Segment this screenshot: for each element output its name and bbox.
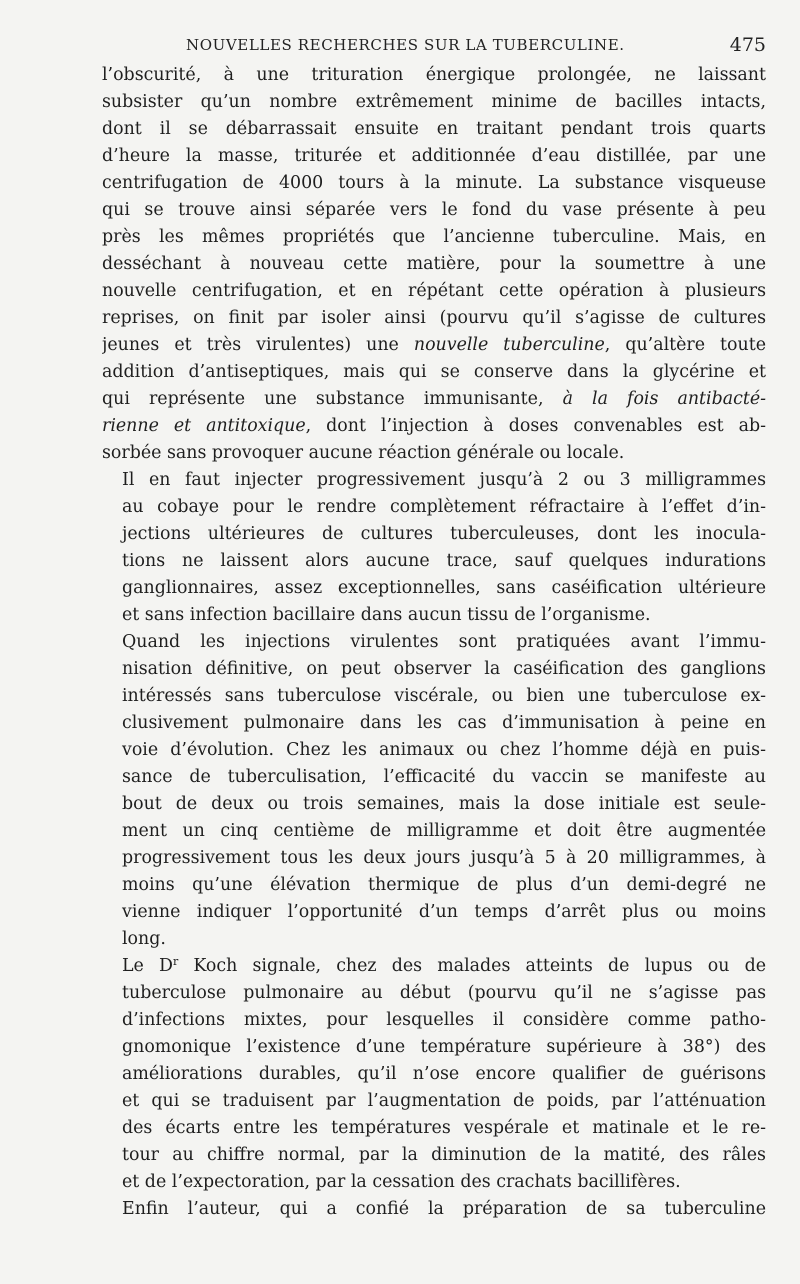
text-run: à la fois antibacté- (562, 389, 766, 409)
text-line (102, 467, 766, 494)
text-run: nisation définitive, on peut observer la caséification des ganglions (122, 659, 766, 679)
text-line (102, 1142, 766, 1169)
text-line (102, 548, 766, 575)
paragraph (102, 467, 766, 629)
text-line (102, 872, 766, 899)
text-line (102, 170, 766, 197)
running-title: NOUVELLES RECHERCHES SUR LA TUBERCULINE. (186, 36, 625, 54)
text-run: jeunes et très virulentes) une (102, 335, 414, 355)
text-line (102, 791, 766, 818)
text-run: moins qu’une élévation thermique de plus d’un demi-degré ne (122, 875, 766, 895)
text-run: l’obscurité, à une trituration énergique prolongée, ne laissant (102, 65, 766, 85)
text-line (102, 278, 766, 305)
text-line (102, 710, 766, 737)
text-run: ment un cinq centième de milligramme et doit être augmentée (122, 821, 766, 841)
text-run: Quand les injections virulentes sont pratiquées avant l’immu- (122, 632, 766, 652)
text-line (102, 1007, 766, 1034)
text-run: Il en faut injecter progressivement jusqu’à 2 ou 3 milligrammes (122, 470, 766, 490)
text-run: sance de tuberculisation, l’efficacité du vaccin se manifeste au (122, 767, 766, 787)
text-run: , dont l’injection à doses convenables est ab- (305, 416, 766, 436)
text-run: desséchant à nouveau cette matière, pour la soumettre à une (102, 254, 766, 274)
text-line (102, 1034, 766, 1061)
text-run: gnomonique l’existence d’une température supérieure à 38°) des (122, 1037, 766, 1057)
text-line (102, 305, 766, 332)
text-run: d’heure la masse, triturée et additionnée d’eau distillée, par une (102, 146, 766, 166)
text-run: d’infections mixtes, pour lesquelles il considère comme patho- (122, 1010, 766, 1030)
text-run: rienne et antitoxique (102, 416, 306, 436)
text-line (102, 440, 766, 467)
text-run: ganglionnaires, assez exceptionnelles, sans caséification ultérieure (122, 578, 766, 598)
text-run: reprises, on finit par isoler ainsi (pourvu qu’il s’agisse de cultures (102, 308, 766, 328)
text-line (102, 251, 766, 278)
text-line (102, 818, 766, 845)
text-line (102, 845, 766, 872)
text-line (102, 1061, 766, 1088)
text-run: , qu’altère toute (604, 335, 766, 355)
paragraph (102, 1196, 766, 1223)
text-run: voie d’évolution. Chez les animaux ou chez l’homme déjà en puis- (122, 740, 766, 760)
text-run: des écarts entre les températures vespérale et matinale et le re- (122, 1118, 766, 1138)
text-run: et sans infection bacillaire dans aucun tissu de l’organisme. (122, 605, 651, 625)
text-run: r (172, 955, 179, 968)
text-line (102, 386, 766, 413)
paragraph (102, 629, 766, 953)
text-line (102, 143, 766, 170)
text-run: qui se trouve ainsi séparée vers le fond du vase présente à peu (102, 200, 766, 220)
text-run: bout de deux ou trois semaines, mais la dose initiale est seule- (122, 794, 766, 814)
text-run: et de l’expectoration, par la cessation des crachats bacillifères. (122, 1172, 681, 1192)
text-run: vienne indiquer l’opportunité d’un temps d’arrêt plus ou moins (122, 902, 766, 922)
text-line (102, 359, 766, 386)
body-text (102, 62, 766, 1223)
text-line (102, 1088, 766, 1115)
text-run: tions ne laissent alors aucune trace, sauf quelques indurations (122, 551, 766, 571)
text-run: améliorations durables, qu’il n’ose encore qualifier de guérisons (122, 1064, 766, 1084)
text-line (102, 224, 766, 251)
text-run: jections ultérieures de cultures tuberculeuses, dont les inocula- (122, 524, 766, 544)
paragraph (102, 953, 766, 1196)
text-line (102, 413, 766, 440)
text-run: tuberculose pulmonaire au début (pourvu qu’il ne s’agisse pas (122, 983, 766, 1003)
text-run: long. (122, 929, 166, 949)
text-run: tour au chiffre normal, par la diminution de la matité, des râles (122, 1145, 766, 1165)
text-line (102, 980, 766, 1007)
text-line (102, 89, 766, 116)
text-line (102, 332, 766, 359)
text-run: addition d’antiseptiques, mais qui se conserve dans la glycérine et (102, 362, 766, 382)
running-head (186, 34, 766, 60)
text-run: au cobaye pour le rendre complètement réfractaire à l’effet d’in- (122, 497, 766, 517)
text-line (102, 575, 766, 602)
text-run: qui représente une substance immunisante, (102, 389, 563, 409)
text-run: sorbée sans provoquer aucune réaction générale ou locale. (102, 443, 625, 463)
text-run: Le D (122, 956, 173, 976)
text-run: clusivement pulmonaire dans les cas d’immunisation à peine en (122, 713, 766, 733)
text-line (102, 602, 766, 629)
text-line (102, 926, 766, 953)
text-run: subsister qu’un nombre extrêmement minime de bacilles intacts, (102, 92, 766, 112)
text-line (102, 764, 766, 791)
text-line (102, 116, 766, 143)
text-line (102, 683, 766, 710)
text-line (102, 737, 766, 764)
text-line (102, 62, 766, 89)
text-line (102, 1169, 766, 1196)
text-run: et qui se traduisent par l’augmentation de poids, par l’atténuation (122, 1091, 766, 1111)
text-line (102, 656, 766, 683)
text-run: dont il se débarrassait ensuite en traitant pendant trois quarts (102, 119, 766, 139)
text-run: près les mêmes propriétés que l’ancienne tuberculine. Mais, en (102, 227, 766, 247)
text-run: nouvelle centrifugation, et en répétant cette opération à plusieurs (102, 281, 766, 301)
text-run: intéressés sans tuberculose viscérale, ou bien une tuberculose ex- (122, 686, 766, 706)
text-run: Koch signale, chez des malades atteints de lupus ou de (178, 956, 766, 976)
text-run: Enfin l’auteur, qui a confié la préparation de sa tuberculine (122, 1199, 766, 1219)
page-number: 475 (729, 34, 766, 56)
text-line (102, 1115, 766, 1142)
text-line (102, 521, 766, 548)
text-line (102, 197, 766, 224)
text-line (102, 629, 766, 656)
text-line (102, 1196, 766, 1223)
paragraph (102, 62, 766, 467)
text-line (102, 953, 766, 980)
text-line (102, 899, 766, 926)
text-run: progressivement tous les deux jours jusqu’à 5 à 20 milligrammes, à (122, 848, 766, 868)
text-run: nouvelle tuberculine (413, 335, 605, 355)
text-run: centrifugation de 4000 tours à la minute. La substance visqueuse (102, 173, 766, 193)
text-line (102, 494, 766, 521)
